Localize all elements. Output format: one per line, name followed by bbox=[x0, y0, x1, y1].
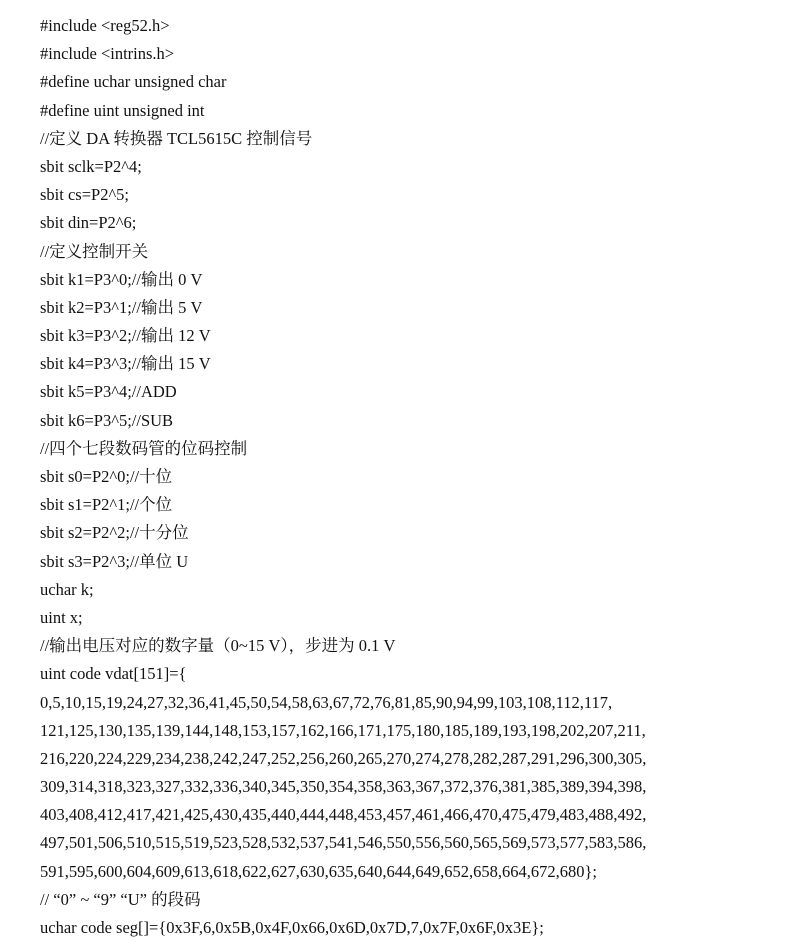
code-comment-switches: //定义控制开关 bbox=[40, 241, 149, 261]
code-line-sbit-s2: sbit s2=P2^2;//十分位 bbox=[40, 523, 189, 543]
code-line-sbit-din: sbit din=P2^6; bbox=[40, 213, 137, 233]
code-line-uchar-k: uchar k; bbox=[40, 579, 94, 599]
code-line-seg-array: uchar code seg[]={0x3F,6,0x5B,0x4F,0x66,0x6D,0x7D,7,0x7F,0x6F,0x3E}; bbox=[40, 918, 544, 937]
code-line-include-intrins: #include <intrins.h> bbox=[40, 44, 175, 64]
code-line-sbit-k6: sbit k6=P3^5;//SUB bbox=[40, 410, 174, 430]
code-listing bbox=[40, 12, 780, 942]
code-comment-segment-codes: // “0” ~ “9” “U” 的段码 bbox=[40, 889, 201, 909]
code-line-vdat-row-4: 309,314,318,323,327,332,336,340,345,350,354,358,363,367,372,376,381,385,389,394,398, bbox=[40, 777, 647, 797]
code-line-vdat-decl: uint code vdat[151]={ bbox=[40, 664, 187, 684]
code-line-sbit-s0: sbit s0=P2^0;//十位 bbox=[40, 467, 173, 486]
code-line-sbit-k2: sbit k2=P3^1;//输出 5 V bbox=[40, 297, 203, 317]
code-line-sbit-k4: sbit k4=P3^3;//输出 15 V bbox=[40, 354, 211, 374]
code-line-sbit-k3: sbit k3=P3^2;//输出 12 V bbox=[40, 326, 211, 346]
code-line-vdat-row-2: 121,125,130,135,139,144,148,153,157,162,166,171,175,180,185,189,193,198,202,207,211, bbox=[40, 720, 646, 740]
code-line-vdat-row-5: 403,408,412,417,421,425,430,435,440,444,448,453,457,461,466,470,475,479,483,488,492, bbox=[40, 805, 647, 825]
code-line-vdat-row-3: 216,220,224,229,234,238,242,247,252,256,260,265,270,274,278,282,287,291,296,300,305, bbox=[40, 748, 647, 768]
code-line-sbit-s1: sbit s1=P2^1;//个位 bbox=[40, 495, 173, 515]
code-comment-digit-control: //四个七段数码管的位码控制 bbox=[40, 438, 248, 458]
code-line-sbit-k5: sbit k5=P3^4;//ADD bbox=[40, 382, 177, 402]
code-line-vdat-row-1: 0,5,10,15,19,24,27,32,36,41,45,50,54,58,63,67,72,76,81,85,90,94,99,103,108,112,117, bbox=[40, 692, 613, 712]
code-line-sbit-cs: sbit cs=P2^5; bbox=[40, 185, 130, 205]
code-line-define-uint: #define uint unsigned int bbox=[40, 100, 205, 120]
code-line-sbit-k1: sbit k1=P3^0;//输出 0 V bbox=[40, 269, 203, 289]
code-line-vdat-row-6: 497,501,506,510,515,519,523,528,532,537,541,546,550,556,560,565,569,573,577,583,586, bbox=[40, 833, 647, 853]
code-line-define-uchar: #define uchar unsigned char bbox=[40, 72, 227, 92]
code-line-uint-x: uint x; bbox=[40, 607, 83, 627]
code-line-vdat-row-7: 591,595,600,604,609,613,618,622,627,630,635,640,644,649,652,658,664,672,680}; bbox=[40, 861, 598, 881]
code-comment-voltage-table: //输出电压对应的数字量（0~15 V），步进为 0.1 V bbox=[40, 636, 396, 656]
code-comment-da-signals: //定义 DA 转换器 TCL5615C 控制信号 bbox=[40, 128, 313, 148]
code-line-sbit-s3: sbit s3=P2^3;//单位 U bbox=[40, 551, 189, 571]
code-line-sbit-sclk: sbit sclk=P2^4; bbox=[40, 156, 142, 176]
code-line-include-reg52: #include <reg52.h> bbox=[40, 16, 170, 35]
